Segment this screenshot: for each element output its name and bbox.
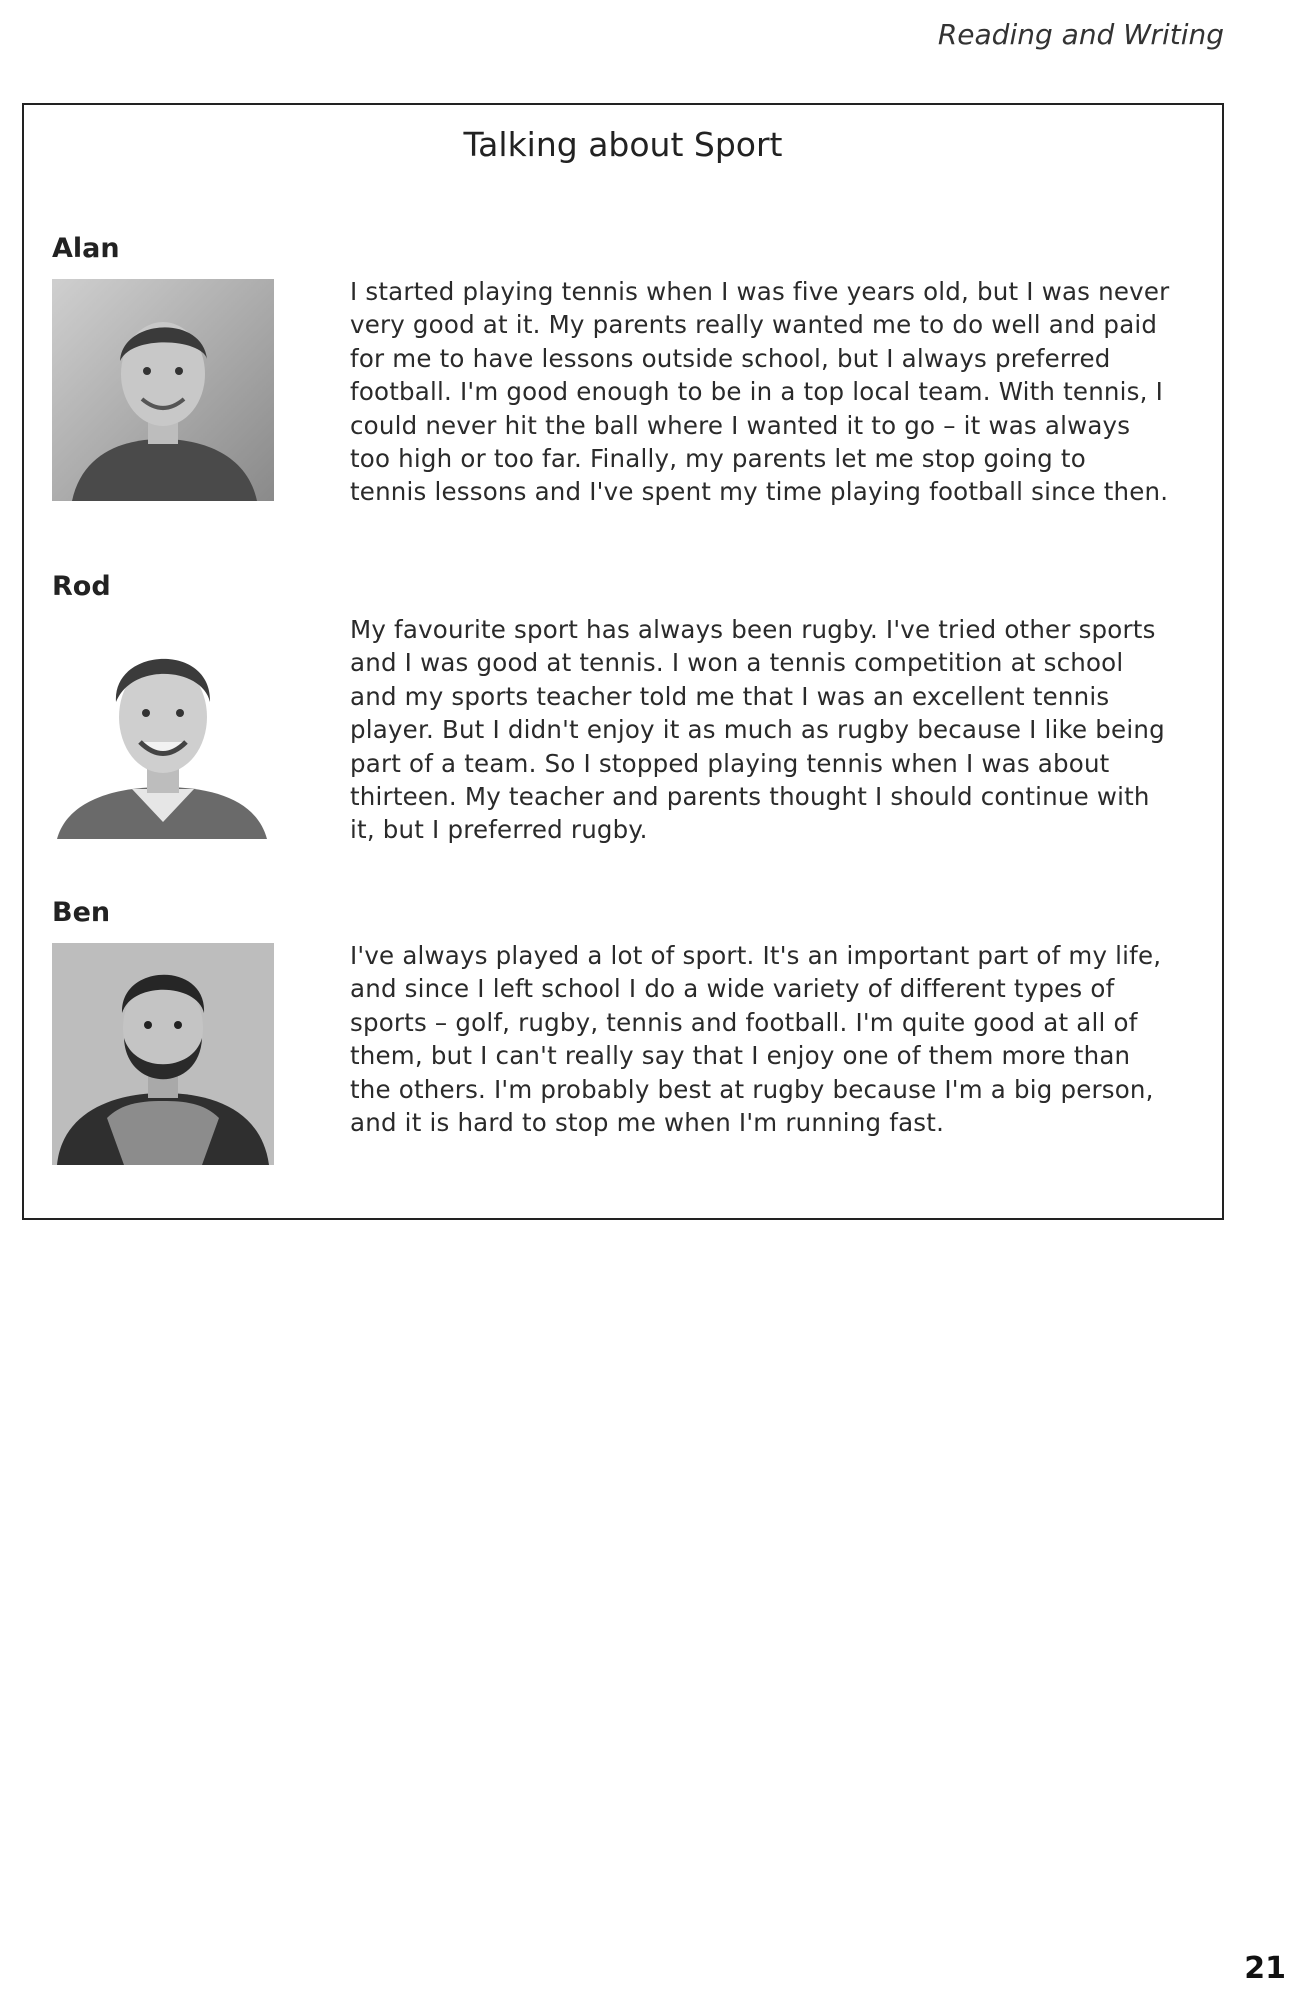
- person-name: Alan: [52, 233, 120, 264]
- person-name: Ben: [52, 897, 111, 928]
- person-text: I started playing tennis when I was five years old, but I was never very good at it. My parents really wanted me to do well and paid for me to have lessons outside school, but I always preferred football. I'm good enough to be in a top local team. With tennis, I could never hit the ball where I wanted it to go – it was always too high or too far. Finally, my parents let me stop going to tennis lessons and I've spent my time playing football since then.: [350, 277, 1170, 507]
- person-text: I've always played a lot of sport. It's an important part of my life, and since I left school I do a wide variety of different types of sports – golf, rugby, tennis and football. I'm quite good at all of them, but I can't really say that I enjoy one of them more than the others. I'm probably best at rugby because I'm a big person, and it is hard to stop me when I'm running fast.: [350, 941, 1162, 1138]
- article-title: Talking about Sport: [463, 125, 783, 164]
- article-box: [22, 103, 1224, 1220]
- rod-photo: [52, 617, 274, 839]
- ben-photo: [52, 943, 274, 1165]
- alan-photo: [52, 279, 274, 501]
- person-text: My favourite sport has always been rugby. I've tried other sports and I was good at tennis. I won a tennis competition at school and my sports teacher told me that I was an excellent tennis player. But I didn't enjoy it as much as rugby because I like being part of a team. So I stopped playing tennis when I was about thirteen. My teacher and parents thought I should continue with it, but I preferred rugby.: [350, 615, 1165, 845]
- person-name: Rod: [52, 571, 111, 602]
- page-number: 21: [1244, 1951, 1286, 1986]
- section-header: Reading and Writing: [937, 18, 1224, 51]
